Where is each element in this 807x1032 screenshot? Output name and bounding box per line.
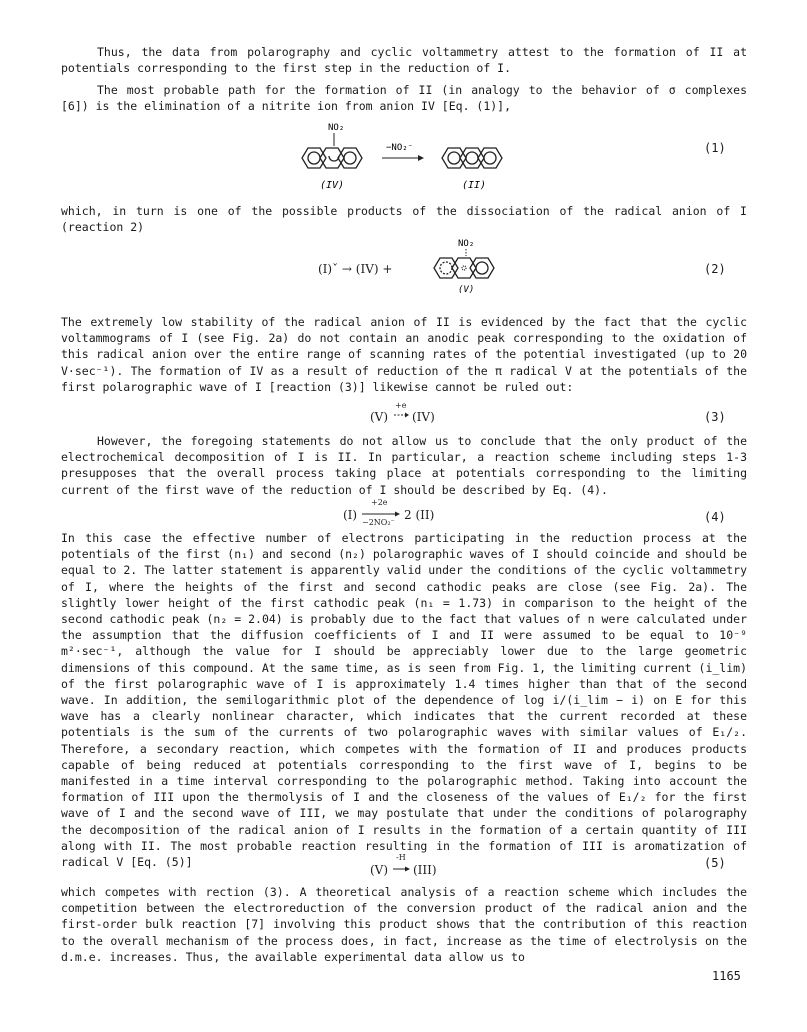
equation-5-arrow <box>393 865 411 873</box>
equation-3-arrow <box>394 411 410 419</box>
equation-2-structure <box>430 236 530 298</box>
equation-4-arrow-top: +2e <box>371 498 388 507</box>
eq1-substituent: NO₂ <box>328 123 345 133</box>
equation-3-lhs: (V) <box>370 410 389 424</box>
equation-3-arrow-label: +e <box>395 401 407 410</box>
equation-2-number: (2) <box>704 262 726 276</box>
paragraph-2: The most probable path for the formation of II (in analogy to the behavior of σ complexes [6]) is the elimination of a nitrite ion from anion IV [Eq. (1)], <box>61 83 747 114</box>
equation-5-arrow-label: -H <box>396 853 406 862</box>
eq1-left-label: (IV) <box>320 180 345 191</box>
paragraph-5: However, the foregoing statements do not allow us to conclude that the only product of the electrochemical decomposition of I is II. In particular, a reaction scheme including steps 1-3 presupposes that the overall process taking place at potentials corresponding to the limiting current of the first wave of the reduction of I should be described by Eq. (4). <box>61 434 747 497</box>
paragraph-7: which competes with rection (3). A theoretical analysis of a reaction scheme which includes the competition between the electroreduction of the conversion product of the radical anion and the first-order bulk reaction [7] involving this product shows that the contribution of this reaction to the overall mechanism of the process does, in fact, increase as the time of electrolysis on the d.m.e. increases. Thus, the available experimental data allow us to <box>61 885 747 964</box>
eq2-substituent: NO₂ <box>458 239 475 249</box>
eq2-product-label: (V) <box>458 285 475 295</box>
equation-5-lhs: (V) <box>370 863 389 877</box>
equation-1-number: (1) <box>704 141 726 155</box>
equation-3-number: (3) <box>704 410 726 424</box>
equation-3-rhs: (IV) <box>412 410 435 424</box>
eq1-arrow-label: −NO₂⁻ <box>386 143 414 153</box>
paragraph-4: The extremely low stability of the radical anion of II is evidenced by the fact that the cyclic voltammograms of I (see Fig. 2a) do not contain an anodic peak corresponding to the oxidation of this radical anion over the entire range of scanning rates of the potential investigated (up to 20 V·sec⁻¹). The formation of IV as a result of reduction of the π radical V at the potentials of the first polarographic wave of I [reaction (3)] likewise cannot be ruled out: <box>61 315 747 394</box>
equation-5-number: (5) <box>704 856 726 870</box>
eq1-right-label: (II) <box>462 180 487 191</box>
equation-4-arrow-bottom: −2NO₂⁻ <box>362 518 395 527</box>
equation-4-lhs: (I) <box>343 508 358 522</box>
equation-4-arrow <box>362 510 402 518</box>
paragraph-6: In this case the effective number of electrons participating in the reduction process at the potentials of the first (n₁) and second (n₂) polarographic waves of I should coincide and should be equal to 2. The latter statement is apparently valid under the conditions of the cyclic voltammetry of I, where the heights of the first and second cathodic peaks are close (see Fig. 2a). The slightly lower height of the first cathodic peak (n₁ = 1.73) in comparison to the height of the second cathodic peak (n₂ = 2.04) is probably due to the fact that values of n were calculated under the assumption that the diffusion coefficients of I and II were assumed to be equal to 10⁻⁹ m²·sec⁻¹, although the value for I should be appreciably lower due to the large geometric dimensions of this compound. At the same time, as is seen from Fig. 1, the limiting current (i_lim) of the first polarographic wave of I is approximately 1.4 times higher than that of the second wave. In addition, the semilogarithmic plot of the dependence of log i/(i_lim − i) on E for this wave has a clearly nonlinear character, which indicates that the current recorded at these potentials is the sum of the currents of two polarographic waves with similar values of E₁/₂. Therefore, a secondary reaction, which competes with the formation of II and produces products capable of being reduced at potentials corresponding to the first wave of I, begins to be manifested in a time interval corresponding to the polarographic method. Taking into account the formation of III upon the thermolysis of I and the closeness of the values of E₁/₂ for the first wave of I and the second wave of III, we may postulate that under the conditions of polarography the decomposition of the radical anion of I results in the formation of a certain quantity of III along with II. The most probable reaction resulting in the formation of III is aromatization of radical V [Eq. (5)] <box>61 531 747 870</box>
paragraph-3: which, in turn is one of the possible products of the dissociation of the radical anion of I (reaction 2) <box>61 204 747 235</box>
equation-2-lhs: (I)ˇ → (IV) + <box>318 262 393 276</box>
page-number: 1165 <box>712 969 741 983</box>
equation-4-number: (4) <box>704 510 726 524</box>
equation-4-rhs: 2 (II) <box>404 508 435 522</box>
equation-5-rhs: (III) <box>413 863 437 877</box>
equation-1-structure <box>290 118 530 196</box>
paragraph-1: Thus, the data from polarography and cyclic voltammetry attest to the formation of II at potentials corresponding to the first step in the reduction of I. <box>61 45 747 76</box>
